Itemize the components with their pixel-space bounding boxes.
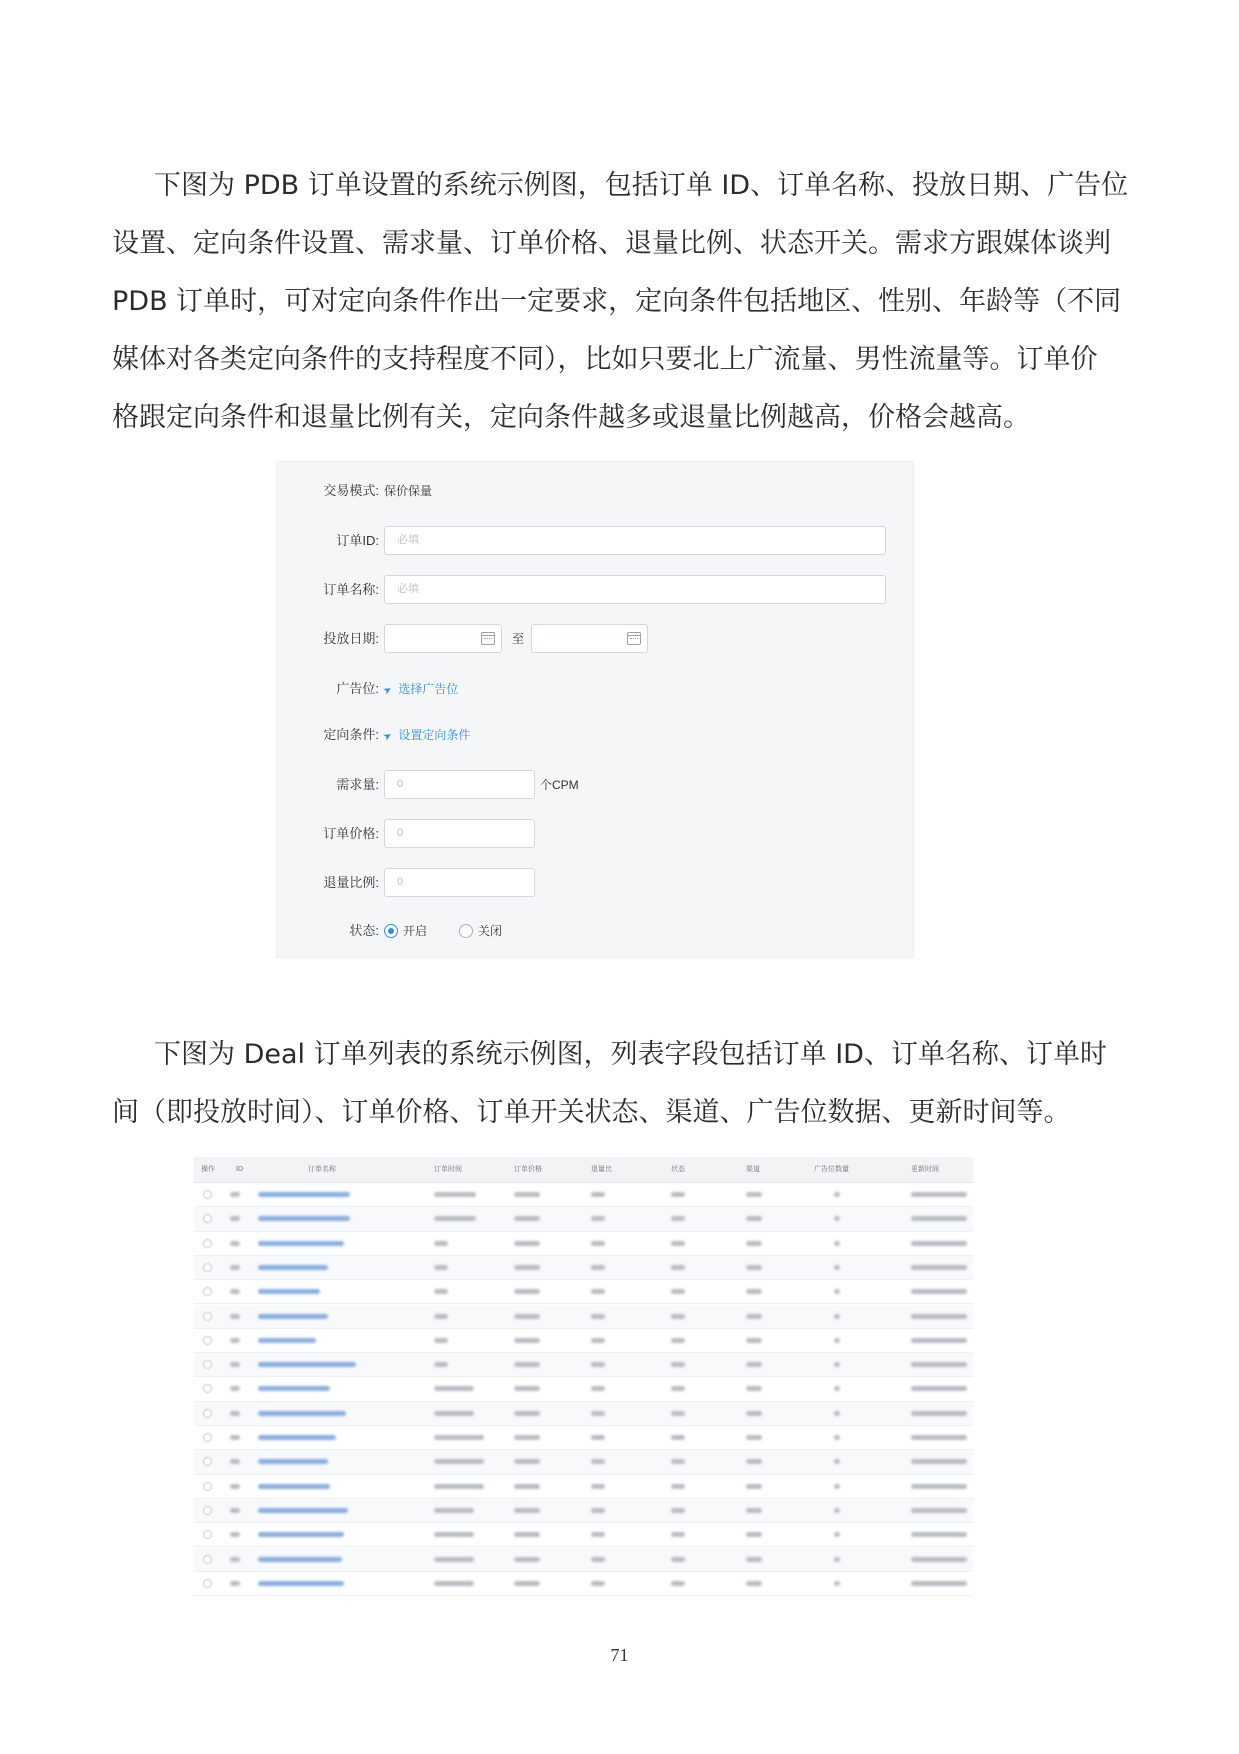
table-cell[interactable] [258,1386,330,1391]
table-cell [230,1386,240,1391]
table-cell[interactable] [258,1581,344,1586]
table-cell [514,1557,540,1562]
table-cell [514,1581,540,1586]
table-cell [834,1192,840,1197]
table-cell [514,1216,540,1221]
table-cell [671,1411,685,1416]
ad-slot-label: 广告位: [336,681,379,696]
table-cell [591,1265,605,1270]
status-off-label[interactable]: 关闭 [478,924,503,938]
table-cell [671,1581,685,1586]
refund-ratio-input[interactable]: 0 [384,868,535,897]
table-cell [230,1508,240,1513]
pdb-order-form-screenshot [276,461,914,958]
ad-slot-row [277,674,913,704]
table-row[interactable] [194,1183,973,1207]
table-cell [911,1386,967,1391]
price-label: 订单价格: [323,826,379,841]
table-cell[interactable] [258,1411,346,1416]
header-channel: 渠道 [746,1166,760,1173]
table-cell [591,1532,605,1537]
table-cell[interactable] [258,1241,344,1246]
table-cell [746,1192,762,1197]
table-cell [514,1241,540,1246]
table-cell [746,1314,762,1319]
row-select-radio-icon[interactable] [203,1409,212,1418]
table-cell [911,1557,967,1562]
table-cell [591,1362,605,1367]
table-cell [434,1386,474,1391]
table-cell [591,1241,605,1246]
table-row[interactable] [194,1280,973,1304]
table-row[interactable] [194,1523,973,1547]
table-cell [911,1459,967,1464]
table-cell [671,1435,685,1440]
table-cell [230,1338,240,1343]
navigation-arrow-icon: ➤ [381,729,395,744]
row-select-radio-icon[interactable] [203,1530,212,1539]
targeting-label: 定向条件: [323,727,379,742]
table-cell [671,1557,685,1562]
table-cell [434,1435,484,1440]
table-cell [591,1557,605,1562]
table-cell [834,1484,840,1489]
table-row[interactable] [194,1207,973,1231]
intro-paragraph-pdb [112,157,1132,447]
table-cell [671,1314,685,1319]
table-cell [514,1411,540,1416]
table-cell[interactable] [258,1532,344,1537]
table-cell [230,1192,240,1197]
table-cell [746,1581,762,1586]
header-refund-ratio: 退量比 [591,1166,612,1173]
row-select-radio-icon[interactable] [203,1312,212,1321]
table-cell [434,1581,474,1586]
intro-paragraph-deal [112,1026,1132,1142]
table-cell [230,1484,240,1489]
row-select-radio-icon[interactable] [203,1384,212,1393]
text-line: 间（即投放时间）、订单价格、订单开关状态、渠道、广告位数据、更新时间等。 [112,1097,1071,1128]
table-cell [834,1508,840,1513]
table-cell [834,1289,840,1294]
table-cell [230,1362,240,1367]
table-cell [591,1484,605,1489]
table-cell [834,1386,840,1391]
table-header [194,1157,973,1183]
table-cell [671,1532,685,1537]
table-cell [230,1411,240,1416]
table-cell [671,1289,685,1294]
table-cell [434,1192,476,1197]
row-select-radio-icon[interactable] [203,1336,212,1345]
text-line: 下图为 PDB 订单设置的系统示例图，包括订单 ID、订单名称、投放日期、广告位 [154,170,1129,201]
table-cell [591,1338,605,1343]
table-cell [911,1484,967,1489]
order-name-input[interactable]: 必填 [384,575,886,604]
table-row[interactable] [194,1499,973,1523]
table-cell [911,1532,967,1537]
trade-mode-value: 保价保量 [384,484,433,498]
table-cell [514,1484,540,1489]
table-cell [911,1192,967,1197]
table-row[interactable] [194,1450,973,1474]
text-line: 设置、定向条件设置、需求量、订单价格、退量比例、状态开关。需求方跟媒体谈判 [112,228,1111,259]
calendar-icon[interactable] [627,632,641,645]
table-cell [671,1192,685,1197]
table-cell [746,1532,762,1537]
table-cell [434,1289,448,1294]
table-cell [746,1216,762,1221]
delivery-date-label: 投放日期: [323,631,379,646]
table-cell [834,1435,840,1440]
table-cell [230,1581,240,1586]
table-cell [671,1484,685,1489]
table-cell [911,1508,967,1513]
text-line: 下图为 Deal 订单列表的系统示例图，列表字段包括订单 ID、订单名称、订单时 [154,1039,1107,1070]
status-on-label[interactable]: 开启 [403,924,428,938]
table-row[interactable] [194,1329,973,1353]
table-cell[interactable] [258,1338,316,1343]
table-cell [434,1265,448,1270]
table-cell [911,1411,967,1416]
table-cell [911,1581,967,1586]
table-cell [514,1265,540,1270]
table-row[interactable] [194,1475,973,1499]
table-cell [834,1241,840,1246]
header-status: 状态 [671,1166,685,1173]
table-cell [514,1338,540,1343]
trade-mode-row [277,476,913,506]
table-cell [834,1216,840,1221]
row-select-radio-icon[interactable] [203,1190,212,1199]
table-cell[interactable] [258,1216,350,1221]
table-cell [671,1216,685,1221]
header-action: 操作 [201,1166,215,1173]
table-cell [746,1386,762,1391]
table-row[interactable] [194,1377,973,1401]
table-cell [591,1411,605,1416]
table-cell [230,1314,240,1319]
order-id-label: 订单ID: [336,533,379,548]
table-row[interactable] [194,1426,973,1450]
header-ad-slot-count: 广告位数量 [814,1166,849,1173]
table-cell [591,1192,605,1197]
demand-input[interactable]: 0 [384,770,535,799]
order-id-row [277,526,913,556]
table-cell [591,1508,605,1513]
table-cell [434,1338,448,1343]
date-separator: 至 [512,632,525,646]
table-cell [434,1362,448,1367]
table-cell[interactable] [258,1459,328,1464]
table-cell [434,1557,474,1562]
demand-unit: 个CPM [540,778,579,792]
table-cell [591,1386,605,1391]
table-cell [911,1362,967,1367]
row-select-radio-icon[interactable] [203,1214,212,1223]
row-select-radio-icon[interactable] [203,1360,212,1369]
header-order-price: 订单价格 [514,1166,542,1173]
row-select-radio-icon[interactable] [203,1579,212,1588]
table-cell [834,1338,840,1343]
row-select-radio-icon[interactable] [203,1263,212,1272]
table-cell [834,1362,840,1367]
table-cell [746,1435,762,1440]
targeting-row [277,720,913,750]
table-cell [230,1532,240,1537]
table-cell [230,1216,240,1221]
order-name-label: 订单名称: [323,582,379,597]
delivery-date-row [277,624,913,654]
table-cell [746,1508,762,1513]
table-cell [834,1557,840,1562]
refund-ratio-label: 退量比例: [323,875,379,890]
table-cell [591,1216,605,1221]
table-cell [434,1508,474,1513]
table-cell [591,1314,605,1319]
order-id-input[interactable]: 必填 [384,526,886,555]
table-cell [514,1289,540,1294]
text-line: PDB 订单时，可对定向条件作出一定要求，定向条件包括地区、性别、年龄等（不同 [112,286,1122,317]
table-cell [746,1289,762,1294]
table-cell [671,1386,685,1391]
text-line: 格跟定向条件和退量比例有关，定向条件越多或退量比例越高，价格会越高。 [112,402,1030,433]
table-cell[interactable] [258,1435,336,1440]
table-cell [911,1289,967,1294]
set-targeting-link[interactable] [381,720,471,752]
table-cell [746,1459,762,1464]
table-cell [746,1362,762,1367]
table-cell [671,1362,685,1367]
table-cell [671,1508,685,1513]
calendar-icon[interactable] [481,632,495,645]
table-cell [434,1484,484,1489]
table-cell [834,1314,840,1319]
table-cell [746,1411,762,1416]
table-cell [746,1557,762,1562]
table-row[interactable] [194,1232,973,1256]
row-select-radio-icon[interactable] [203,1433,212,1442]
table-cell [834,1581,840,1586]
row-select-radio-icon[interactable] [203,1482,212,1491]
table-cell[interactable] [258,1362,356,1367]
price-input[interactable]: 0 [384,819,535,848]
table-cell [230,1265,240,1270]
table-cell [834,1532,840,1537]
table-cell [671,1338,685,1343]
row-select-radio-icon[interactable] [203,1506,212,1515]
table-cell [434,1411,474,1416]
table-cell [834,1411,840,1416]
table-cell [671,1241,685,1246]
table-cell[interactable] [258,1192,350,1197]
row-select-radio-icon[interactable] [203,1457,212,1466]
page-number: 71 [610,1645,629,1665]
start-date-input[interactable] [384,624,502,653]
table-cell [671,1265,685,1270]
table-cell [911,1216,967,1221]
table-cell [230,1459,240,1464]
table-cell [911,1435,967,1440]
table-row[interactable] [194,1548,973,1572]
row-select-radio-icon[interactable] [203,1287,212,1296]
text-line: 媒体对各类定向条件的支持程度不同），比如只要北上广流量、男性流量等。订单价 [112,344,1098,375]
table-row[interactable] [194,1402,973,1426]
select-ad-slot-text: 选择广告位 [398,682,459,696]
status-label: 状态: [349,923,379,938]
table-cell [911,1241,967,1246]
table-cell[interactable] [258,1557,342,1562]
table-cell [514,1459,540,1464]
table-cell [514,1192,540,1197]
table-cell [434,1314,448,1319]
row-select-radio-icon[interactable] [203,1555,212,1564]
table-cell [434,1532,474,1537]
table-cell [591,1435,605,1440]
table-cell [591,1581,605,1586]
table-cell [911,1314,967,1319]
table-cell[interactable] [258,1508,348,1513]
table-cell [230,1241,240,1246]
status-row [277,916,913,946]
header-order-name: 订单名称 [308,1166,336,1173]
table-cell [514,1386,540,1391]
end-date-input[interactable] [531,624,648,653]
status-on-radio-icon[interactable] [384,924,398,938]
table-cell [746,1338,762,1343]
table-cell [434,1216,476,1221]
table-cell [514,1435,540,1440]
demand-row [277,770,913,800]
table-cell [514,1508,540,1513]
demand-label: 需求量: [336,777,379,792]
navigation-arrow-icon: ➤ [381,683,395,698]
table-cell [230,1557,240,1562]
header-order-time: 订单时间 [434,1166,462,1173]
table-cell[interactable] [258,1289,320,1294]
table-cell [514,1532,540,1537]
status-off-radio-icon[interactable] [459,924,473,938]
table-cell [671,1459,685,1464]
table-row[interactable] [194,1353,973,1377]
set-targeting-text: 设置定向条件 [398,728,471,742]
table-row[interactable] [194,1256,973,1280]
table-cell [746,1265,762,1270]
table-cell[interactable] [258,1314,328,1319]
table-cell [230,1435,240,1440]
table-cell [911,1338,967,1343]
trade-mode-label: 交易模式: [323,483,379,498]
refund-ratio-row [277,868,913,898]
select-ad-slot-link[interactable] [381,674,459,706]
order-name-row [277,575,913,605]
table-cell [834,1265,840,1270]
table-cell [514,1314,540,1319]
table-cell [434,1241,448,1246]
table-cell [514,1362,540,1367]
deal-order-table-screenshot [194,1157,973,1597]
table-cell[interactable] [258,1484,330,1489]
table-cell [834,1459,840,1464]
table-cell [591,1459,605,1464]
table-cell [434,1459,484,1464]
table-cell[interactable] [258,1265,328,1270]
row-select-radio-icon[interactable] [203,1239,212,1248]
table-cell [591,1289,605,1294]
header-update-time: 更新时间 [911,1166,939,1173]
table-row[interactable] [194,1572,973,1596]
table-cell [746,1241,762,1246]
price-row [277,819,913,849]
table-row[interactable] [194,1305,973,1329]
table-cell [911,1265,967,1270]
table-cell [746,1484,762,1489]
header-id: ID [236,1166,243,1173]
table-cell [230,1289,240,1294]
